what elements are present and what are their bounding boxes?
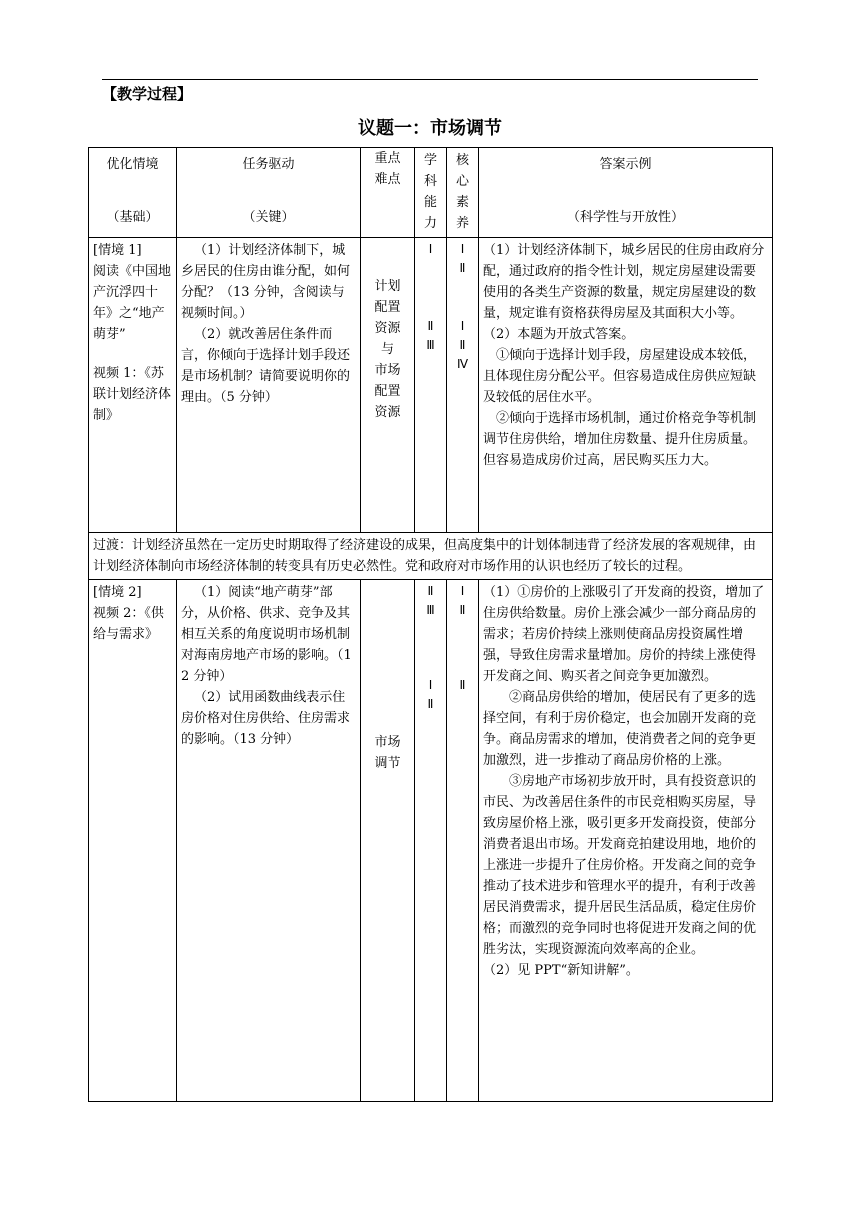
table-row-transition: [89, 533, 773, 580]
ability-2-cell: Ⅱ Ⅲ Ⅰ Ⅱ: [415, 580, 447, 1102]
answer-1-cell: （1）计划经济体制下，城乡居民的住房由政府分配，通过政府的指令性计划，规定房屋建设需要使用的各类生产资源的数量，规定房屋建设的数量，规定谁有资格获得房屋及其面积大小等。 （2）本题为开放式答案。 ①倾向于选择计划手段，房屋建设成本较低，且体现住房分配公平。但容易造成住房供应短缺及较低的居住水平。 ②倾向于选择市场机制，通过价格竞争等机制调节住房供给，增加住房数量、提升住房质量。但容易造成房价过高，居民购买压力大。: [479, 238, 773, 533]
answer-2-cell: （1）①房价的上涨吸引了开发商的投资，增加了住房供给数量。房价上涨会减少一部分商品房的需求；若房价持续上涨则使商品房投资属性增强，导致住房需求量增加。房价的持续上涨使得开发商之间、购买者之间竞争更加激烈。 ②商品房供给的增加，使居民有了更多的选择空间，有利于房价稳定，也会加剧开发商的竞争。商品房需求的增加，使消费者之间的竞争更加激烈，进一步推动了商品房价格的上涨。 ③房地产市场初步放开时，具有投资意识的市民、为改善居住条件的市民竞相购买房屋，导致房屋价格上涨，吸引更多开发商投资，使部分消费者退出市场。开发商竞拍建设用地，地价的上涨进一步提升了住房价格。开发商之间的竞争推动了技术进步和管理水平的提升，有利于改善居民消费需求，提升居民生活品质，稳定住房价格；而激烈的竞争同时也将促进开发商之间的优胜劣汰，实现资源流向效率高的企业。 （2）见 PPT“新知讲解”。: [479, 580, 773, 1102]
table-header-row: [89, 148, 773, 238]
header-literacy: 核 心 素 养: [447, 148, 479, 238]
ability-1-cell: Ⅰ Ⅱ Ⅲ: [415, 238, 447, 533]
key-points-1-cell: 计划 配置 资源 与 市场 配置 资源: [361, 238, 415, 533]
page-title: 议题一：市场调节: [358, 118, 502, 139]
task-1-cell: （1）计划经济体制下，城乡居民的住房由谁分配，如何分配？（13 分钟，含阅读与视频时间。） （2）就改善居住条件而言，你倾向于选择计划手段还是市场机制？请简要说明你的理由。（5 分钟）: [177, 238, 361, 533]
header-scene: 优化情境 （基础）: [89, 148, 177, 238]
task-2-cell: （1）阅读“地产萌芽”部分，从价格、供求、竞争及其相互关系的角度说明市场机制对海南房地产市场的影响。（12 分钟） （2）试用函数曲线表示住房价格对住房供给、住房需求的影响。（13 分钟）: [177, 580, 361, 1102]
top-rule: [102, 79, 758, 80]
literacy-2-cell: Ⅰ Ⅱ Ⅱ: [447, 580, 479, 1102]
header-key-points: 重点难点: [361, 148, 415, 238]
header-ability: 学 科 能 力: [415, 148, 447, 238]
scene-2-cell: [情境 2] 视频 2：《供给与需求》: [89, 580, 177, 1102]
literacy-1-cell: Ⅰ Ⅱ Ⅰ Ⅱ Ⅳ: [447, 238, 479, 533]
key-points-2-cell: 市场 调节: [361, 580, 415, 1102]
table-row-scene-2: [89, 580, 773, 1102]
section-label: 【教学过程】: [102, 85, 193, 103]
transition-cell: 过渡：计划经济虽然在一定历史时期取得了经济建设的成果，但高度集中的计划体制违背了经济发展的客观规律，由计划经济体制向市场经济体制的转变具有历史必然性。党和政府对市场作用的认识也经历了较长的过程。: [89, 533, 773, 580]
table-row-scene-1: [89, 238, 773, 533]
header-task: 任务驱动 （关键）: [177, 148, 361, 238]
scene-1-cell: [情境 1] 阅读《中国地产沉浮四十年》之“地产萌芽” 视频 1：《苏联计划经济体制》: [89, 238, 177, 533]
teaching-process-table: [88, 147, 773, 1102]
header-answer: 答案示例 （科学性与开放性）: [479, 148, 773, 238]
